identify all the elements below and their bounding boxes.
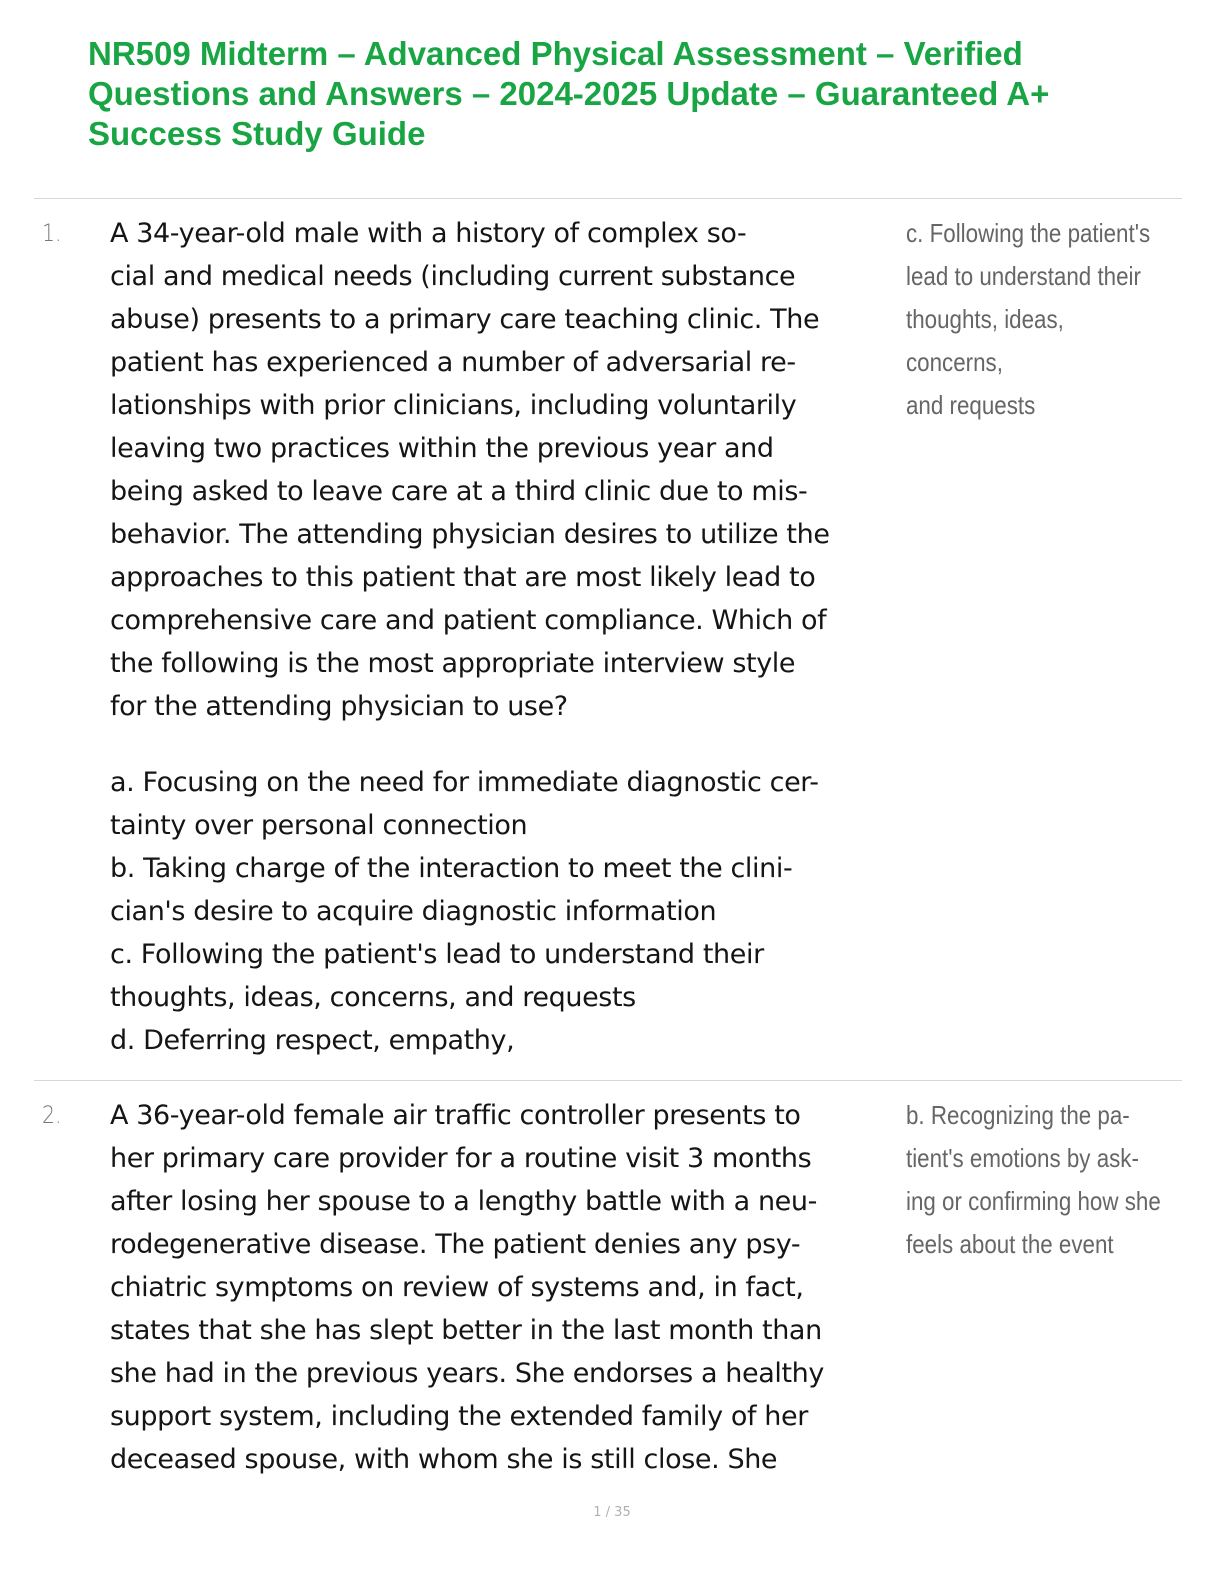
divider-between-questions — [34, 1080, 1182, 1081]
divider-top — [34, 198, 1182, 199]
question-2-answer: b. Recognizing the pa- tient's emotions by ask- ing or confirming how she feels about the event — [906, 1100, 1161, 1259]
question-1-text: A 34-year-old male with a history of complex so- cial and medical needs (including current substance abuse) presents to a primary care teaching clinic. The patient has experienced a number of adversarial re- lationships with prior clinicians, including voluntarily leaving two practices within the previous year and being asked to leave care at a third clinic due to mis- behavior. The attending physician desires to utilize the approaches to this patient that are most likely lead to comprehensive care and patient compliance. Which of the following is the most appropriate interview style for the attending physician to use? — [110, 218, 830, 722]
question-1-option-d: d. Deferring respect, empathy, — [110, 1025, 515, 1056]
question-1-option-c: c. Following the patient's lead to understand their thoughts, ideas, concerns, and requests — [110, 939, 764, 1013]
question-1-option-a: a. Focusing on the need for immediate diagnostic cer- tainty over personal connection — [110, 767, 819, 841]
document-title: NR509 Midterm – Advanced Physical Assessment – Verified Questions and Answers – 2024-2025 Update – Guaranteed A+ Success Study Guide — [88, 35, 1050, 152]
question-1-answer: c. Following the patient's lead to understand their thoughts, ideas, concerns, and requests — [906, 218, 1151, 420]
question-1-number: 1. — [42, 219, 62, 247]
question-2-text: A 36-year-old female air traffic controller presents to her primary care provider for a routine visit 3 months after losing her spouse to a lengthy battle with a neu- rodegenerative disease. The patient denies any psy- chiatric symptoms on review of systems and, in fact, states that she has slept better in the last month than she had in the previous years. She endorses a healthy support system, including the extended family of her deceased spouse, with whom she is still close. She — [110, 1100, 824, 1475]
question-2-number: 2. — [42, 1101, 62, 1129]
question-1-option-b: b. Taking charge of the interaction to meet the clini- cian's desire to acquire diagnostic information — [110, 853, 793, 927]
question-1-options — [110, 761, 900, 1062]
page-number: 1 / 35 — [593, 1505, 631, 1520]
